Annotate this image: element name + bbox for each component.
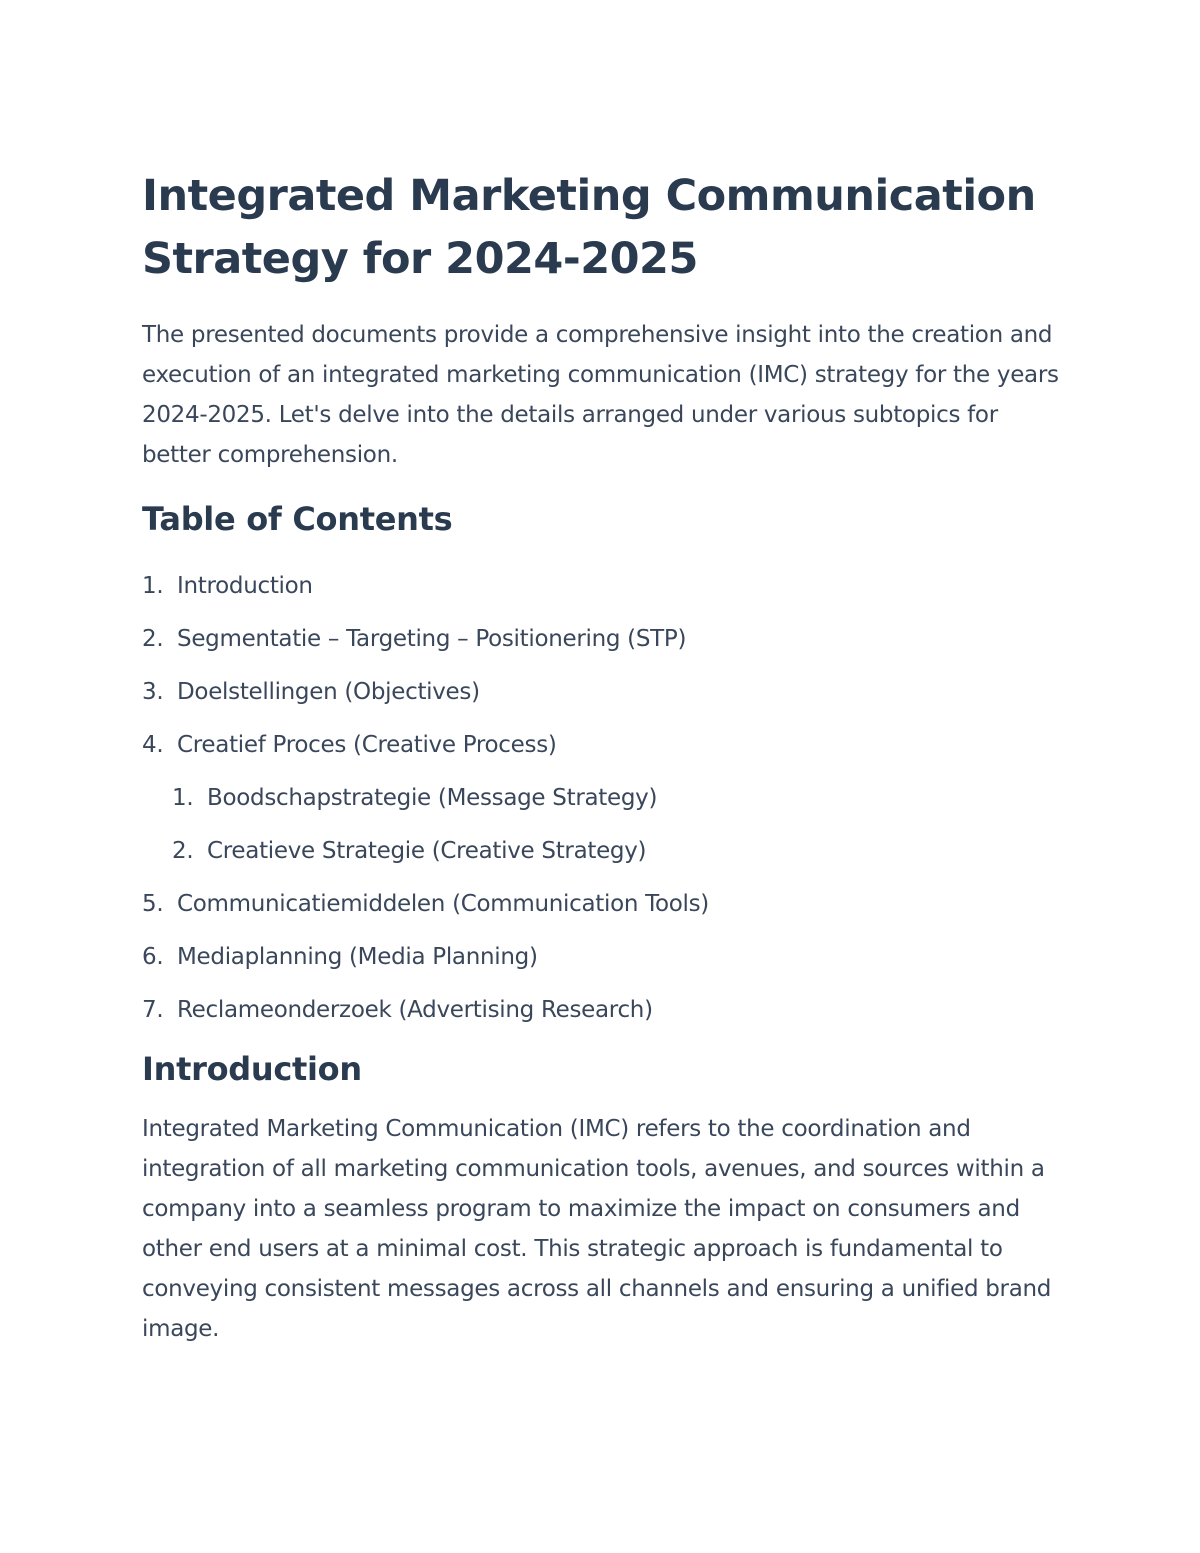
table-of-contents bbox=[142, 560, 1072, 1037]
toc-item[interactable] bbox=[142, 984, 1072, 1037]
toc-item[interactable] bbox=[142, 666, 1072, 719]
toc-item-label: Introduction bbox=[177, 573, 313, 599]
toc-item-number: 4. bbox=[142, 732, 164, 758]
toc-item-label: Boodschapstrategie (Message Strategy) bbox=[207, 785, 658, 811]
toc-item-number: 7. bbox=[142, 997, 164, 1023]
toc-item-number: 6. bbox=[142, 944, 164, 970]
toc-heading: Table of Contents bbox=[142, 500, 453, 538]
toc-item-label: Creatief Proces (Creative Process) bbox=[177, 732, 557, 758]
toc-item-number: 2. bbox=[172, 838, 194, 864]
toc-item-number: 1. bbox=[172, 785, 194, 811]
toc-item-label: Segmentatie – Targeting – Positionering (STP) bbox=[177, 626, 687, 652]
toc-item[interactable] bbox=[142, 719, 1072, 772]
toc-item-label: Mediaplanning (Media Planning) bbox=[177, 944, 538, 970]
toc-item[interactable] bbox=[142, 931, 1072, 984]
section-heading-introduction: Introduction bbox=[142, 1050, 362, 1088]
toc-item-label: Doelstellingen (Objectives) bbox=[177, 679, 480, 705]
toc-item-number: 5. bbox=[142, 891, 164, 917]
introduction-paragraph: Integrated Marketing Communication (IMC) refers to the coordination and integration of all marketing communication tools, avenues, and sources within a company into a seamless program to maximize the impact on consumers and other end users at a minimal cost. This strategic approach is fundamental to conveying consistent messages across all channels and ensuring a unified brand image. bbox=[142, 1116, 1052, 1342]
toc-item-number: 3. bbox=[142, 679, 164, 705]
toc-item[interactable] bbox=[142, 613, 1072, 666]
toc-item-label: Communicatiemiddelen (Communication Tools) bbox=[177, 891, 709, 917]
toc-item-number: 2. bbox=[142, 626, 164, 652]
toc-item-number: 1. bbox=[142, 573, 164, 599]
intro-paragraph: The presented documents provide a comprehensive insight into the creation and execution of an integrated marketing communication (IMC) strategy for the years 2024-2025. Let's delve into the details arranged under various subtopics for better comprehension. bbox=[142, 322, 1059, 468]
toc-item-label: Creatieve Strategie (Creative Strategy) bbox=[207, 838, 647, 864]
toc-item-label: Reclameonderzoek (Advertising Research) bbox=[177, 997, 653, 1023]
toc-subitem[interactable] bbox=[142, 825, 1072, 878]
toc-subitem[interactable] bbox=[142, 772, 1072, 825]
toc-item[interactable] bbox=[142, 878, 1072, 931]
toc-item[interactable] bbox=[142, 560, 1072, 613]
document-page bbox=[142, 165, 1072, 1349]
document-title: Integrated Marketing Communication Strategy for 2024-2025 bbox=[142, 171, 1036, 284]
